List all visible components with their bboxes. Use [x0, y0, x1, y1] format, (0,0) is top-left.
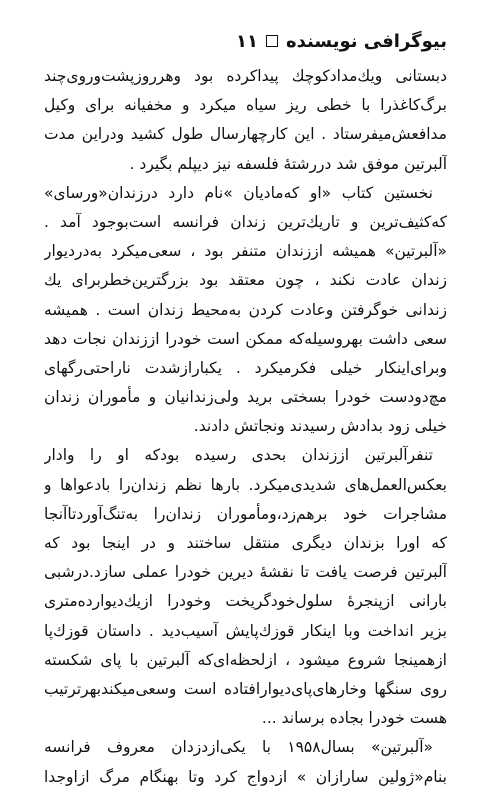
text-line: دبستانی ویك‌مداد‌کوچك پیداکرده بود وهرروزپشت‌وروی‌چند — [44, 67, 447, 85]
text-line: «آلبرتین» بسال۱۹۵۸ با یکی‌ازدزدان معروف فرانسه — [44, 738, 433, 757]
text-line: خیلی زود بدادش رسیدند ونجاتش دادند. — [193, 417, 447, 436]
text-line: سعی داشت بهروسیله‌که ممکن است خودرا اززندان نجات دهد — [44, 329, 447, 348]
text-line: زندان عادت نکند ، چون معتقد بود بزرگترین‌خطر‌برای یك — [44, 271, 447, 290]
text-line: و‌برای‌اینکار خیلی فکرمیکرد . یکبارازشدت ناراحتی‌رگهای — [44, 358, 447, 377]
text-line: زندانی خوگرفتن وعادت کردن به‌محیط زندان است . همیشه — [44, 300, 447, 319]
text-line: «آلبرتین» همیشه اززندان متنفر بود ، سعی‌میکرد به‌دردیوار — [44, 242, 447, 261]
text-line: آلبرتین فرصت یافت تا نقشهٔ دیرین خودرا عملی سازد.درشبی — [44, 563, 447, 582]
text-line: نخستین کتاب «او که‌مادیان »نام دارد درزندان‌«ورسای» — [44, 183, 433, 202]
paragraph — [44, 441, 447, 733]
text-line: مشاجرات خود برهم‌زد،ومأموران زندان‌را به‌تنگ‌آورد‌تا‌آنجا — [44, 504, 447, 523]
text-line: روی سنگها وخارهای‌پای‌دیوارافتاده است وسعی‌میکند‌بهرترتیب — [44, 679, 447, 698]
body-text — [44, 62, 447, 792]
text-line: تنفرآلبرتین اززندان بحدی رسیده بودکه او را وادار — [44, 446, 433, 465]
paragraph — [44, 179, 447, 442]
text-line: که‌کثیف‌ترین و تاریك‌ترین زندان فرانسه است‌بوجود آمد . — [44, 212, 447, 231]
paragraph — [44, 733, 447, 791]
paragraph — [44, 62, 447, 179]
header-square-ornament — [266, 35, 278, 47]
text-line: بنام‌«ژولین سارازان » ازدواج کرد وتا بهنگام مرگ ازاوجدا — [44, 767, 447, 786]
text-line: مدافعش‌میفرستاد . این کارچهارسال طول کشید ودراین مدت — [44, 125, 447, 144]
text-line: برگ‌کاغذرا با خطی ریز سیاه میکرد و مخفیانه برای وکیل — [44, 96, 447, 115]
text-line: بعکس‌العمل‌های شدیدی‌میکرد. بارها نظم زندان‌را با‌دعواها و — [44, 475, 447, 494]
text-line: مچ‌دودست خودرا بسختی برید ولی‌زندانیان و مأموران زندان — [44, 388, 447, 407]
text-line: بزیر انداخت وبا اینکار قوزك‌پایش آسیب‌دید . داستان قوزك‌‌پا — [44, 621, 447, 640]
text-line: هست خودرا بجاده برساند ... — [261, 709, 447, 728]
running-header — [44, 30, 447, 52]
page-number: ۱۱ — [236, 30, 259, 52]
text-line: ازهمینجا شروع میشود ، ازلحظه‌ای‌که آلبرتین با پای شکسته — [44, 650, 447, 669]
running-header-title: بیوگرافی نویسنده — [286, 30, 447, 52]
text-line: آلبرتین موفق شد دررشتهٔ فلسفه نیز دیپلم بگیرد . — [129, 154, 447, 173]
text-line: که اورا بزندان دیگری منتقل ساختند و در اینجا بود که — [44, 534, 447, 552]
text-line: بارانی ازپنجرهٔ سلول‌خودگریخت وخودرا ازیك‌دیوارده‌متری — [44, 592, 447, 611]
